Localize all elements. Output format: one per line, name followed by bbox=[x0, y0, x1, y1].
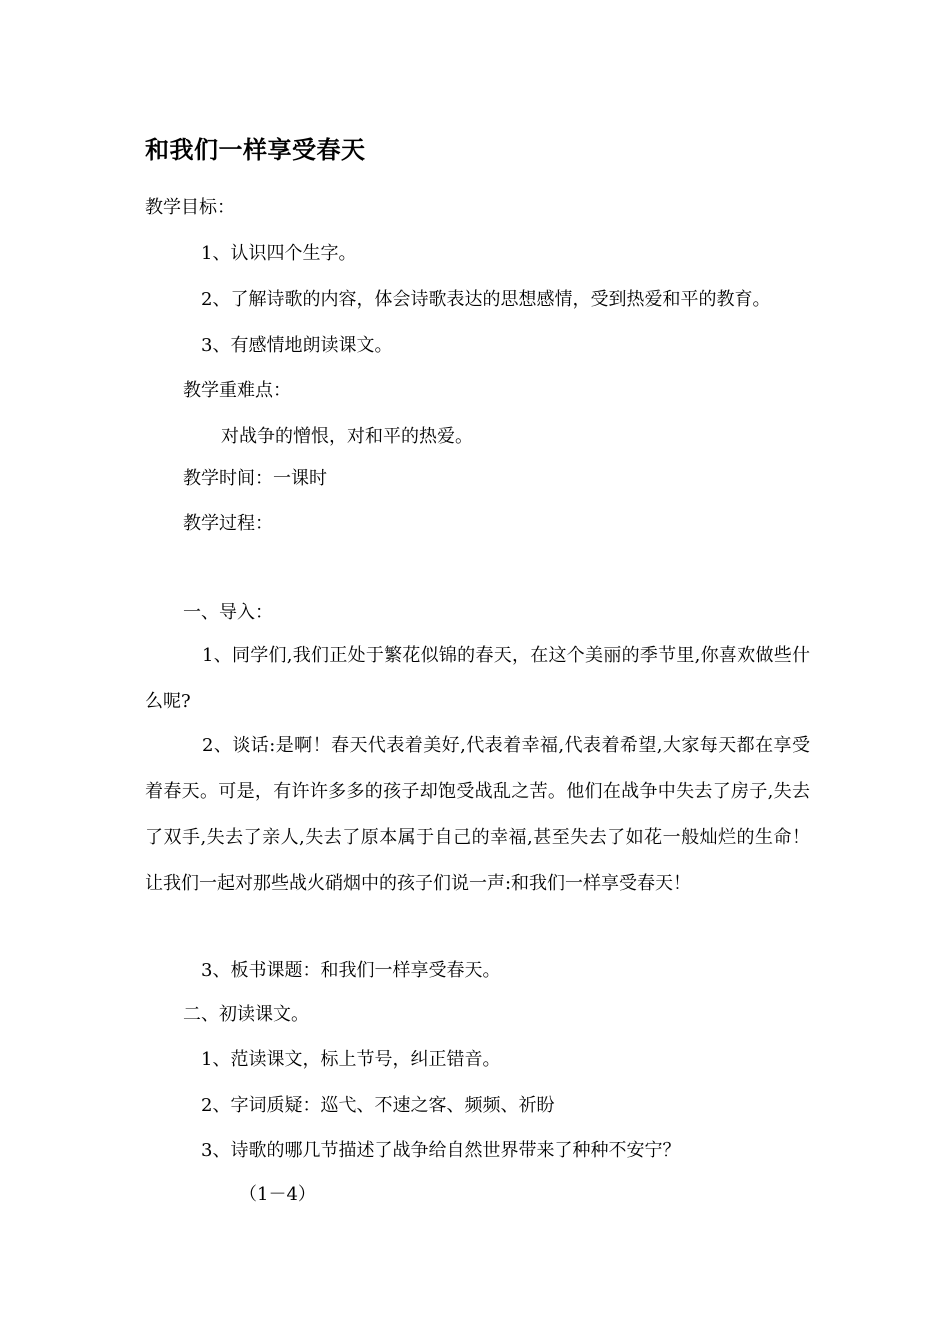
section-1-paragraph-2 bbox=[145, 723, 810, 907]
section-1-paragraph-1 bbox=[145, 633, 810, 725]
section-1-paragraph-2-text: 2、谈话:是啊！春天代表着美好,代表着幸福,代表着希望,大家每天都在享受着春天。可是，有许许多多的孩子却饱受战乱之苦。他们在战争中失去了房子,失去了双手,失去了亲人,失去了原本属于自己的幸福,甚至失去了如花一般灿烂的生命！让我们一起对那些战火硝烟中的孩子们说一声:和我们一样享受春天！ bbox=[145, 735, 810, 894]
section-2-heading: 二、初读课文。 bbox=[183, 1004, 309, 1025]
objective-item-2: 2、了解诗歌的内容，体会诗歌表达的思想感情，受到热爱和平的教育。 bbox=[201, 289, 771, 310]
section-2-item-1: 1、范读课文，标上节号，纠正错音。 bbox=[201, 1049, 501, 1070]
section-1-heading: 一、导入： bbox=[183, 602, 273, 623]
objective-item-3: 3、有感情地朗读课文。 bbox=[201, 335, 393, 356]
section-2-item-2: 2、字词质疑：巡弋、不速之客、频频、祈盼 bbox=[201, 1095, 555, 1116]
section-1-paragraph-3: 3、板书课题：和我们一样享受春天。 bbox=[201, 960, 501, 981]
key-points-text: 对战争的憎恨，对和平的热爱。 bbox=[221, 426, 473, 447]
document-title: 和我们一样享受春天 bbox=[145, 136, 366, 164]
teaching-time: 教学时间：一课时 bbox=[183, 468, 327, 489]
objective-item-1: 1、认识四个生字。 bbox=[201, 243, 357, 264]
section-2-answer: （1－4） bbox=[239, 1184, 316, 1205]
key-points-heading: 教学重难点： bbox=[183, 380, 291, 401]
section-2-item-3: 3、诗歌的哪几节描述了战争给自然世界带来了种种不安宁？ bbox=[201, 1140, 681, 1161]
process-heading: 教学过程： bbox=[183, 513, 273, 534]
section-1-paragraph-1-text: 1、同学们,我们正处于繁花似锦的春天，在这个美丽的季节里,你喜欢做些什么呢? bbox=[145, 645, 810, 712]
objectives-heading: 教学目标： bbox=[145, 197, 235, 218]
